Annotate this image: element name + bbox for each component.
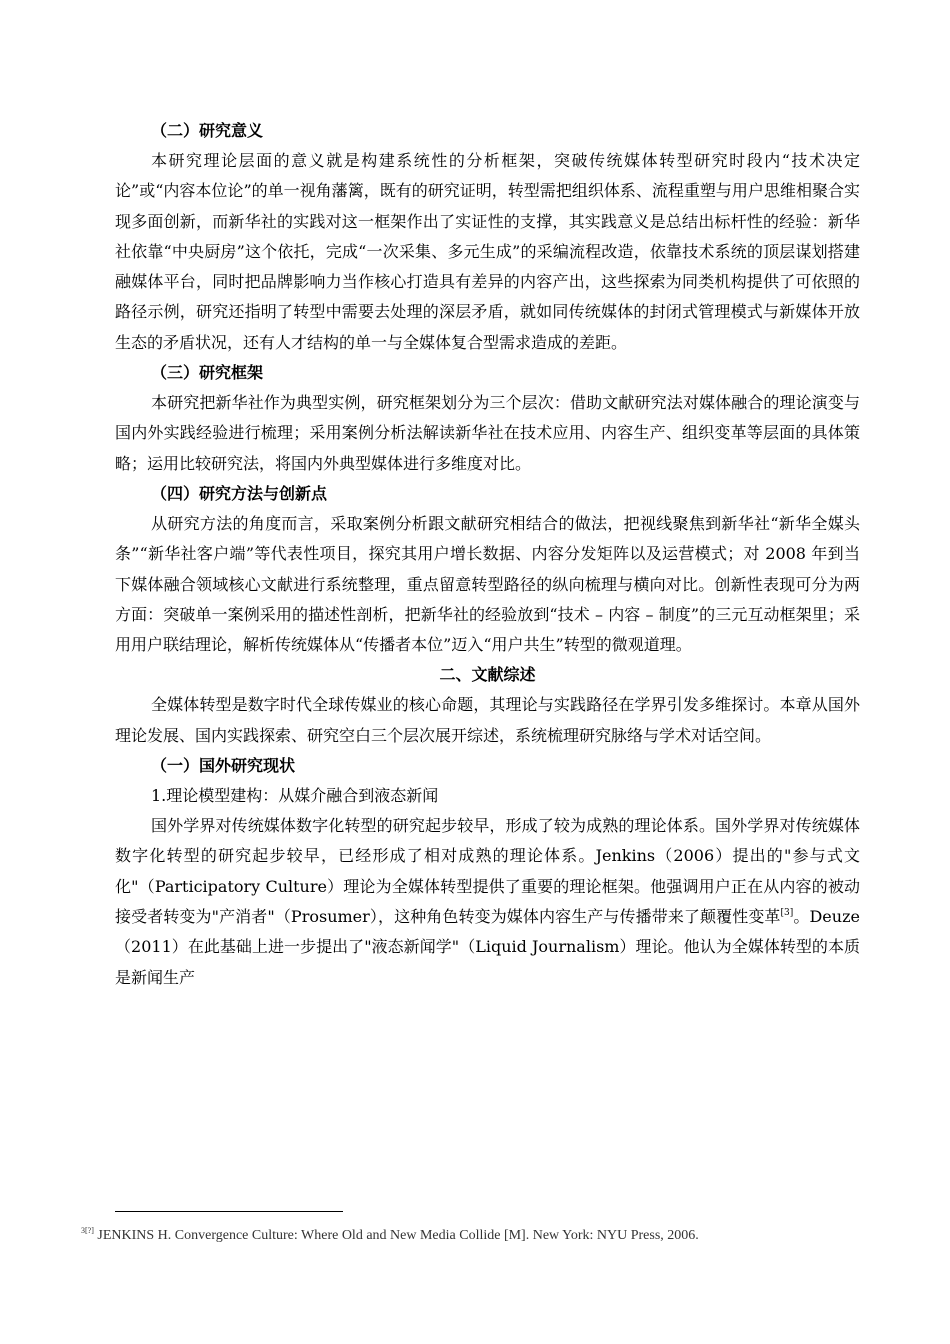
paragraph-research-framework: 本研究把新华社作为典型实例，研究框架划分为三个层次：借助文献研究法对媒体融合的理论演变与国内外实践经验进行梳理；采用案例分析法解读新华社在技术应用、内容生产、组织变革等层面的具体策略；运用比较研究法，将国内外典型媒体进行多维度对比。 — [115, 393, 860, 473]
page-body — [115, 116, 860, 993]
paragraph-research-significance: 本研究理论层面的意义就是构建系统性的分析框架，突破传统媒体转型研究时段内“技术决定论”或“内容本位论”的单一视角藩篱，既有的研究证明，转型需把组织体系、流程重塑与用户思维相聚合实现多面创新，而新华社的实践对这一框架作出了实证性的支撑，其实践意义是总结出标杆性的经验：新华社依靠“中央厨房”这个依托，完成“一次采集、多元生成”的采编流程改造，依靠技术系统的顶层谋划搭建融媒体平台，同时把品牌影响力当作核心打造具有差异的内容产出，这些探索为同类机构提供了可依照的路径示例，研究还指明了转型中需要去处理的深层矛盾，就如同传统媒体的封闭式管理模式与新媒体开放生态的矛盾状况，还有人才结构的单一与全媒体复合型需求造成的差距。 — [115, 151, 860, 352]
footnote-separator — [115, 1211, 343, 1212]
citation-marker[interactable]: [3] — [780, 907, 794, 918]
paragraph-research-methods: 从研究方法的角度而言，采取案例分析跟文献研究相结合的做法，把视线聚焦到新华社“新华全媒头条”“新华社客户端”等代表性项目，探究其用户增长数据、内容分发矩阵以及运营模式；对 2008 年到当下媒体融合领域核心文献进行系统整理，重点留意转型路径的纵向梳理与横向对比。创新性表现可分为两方面：突破单一案例采用的描述性剖析，把新华社的经验放到“技术 – 内容 – 制度”的三元互动框架里；采用用户联结理论，解析传统媒体从“传播者本位”迈入“用户共生”转型的微观道理。 — [115, 513, 860, 655]
heading-foreign-research: （一）国外研究现状 — [151, 756, 296, 776]
paragraph-foreign-research-part2: 。Deuze（2011）在此基础上进一步提出了"液态新闻学"（Liquid Journalism）理论。他认为全媒体转型的本质是新闻生产 — [115, 906, 860, 987]
footnote — [81, 1227, 881, 1245]
heading-research-framework: （三）研究框架 — [151, 363, 264, 383]
paragraph-foreign-research — [115, 811, 860, 993]
heading-research-methods: （四）研究方法与创新点 — [151, 483, 328, 503]
heading-research-significance: （二）研究意义 — [151, 121, 264, 140]
heading-literature-review: 二、文献综述 — [439, 665, 536, 685]
paragraph-foreign-research-part1: 国外学界对传统媒体数字化转型的研究起步较早，形成了较为成熟的理论体系。国外学界对传统媒体数字化转型的研究起步较早，已经形成了相对成熟的理论体系。Jenkins（2006）提出的"参与式文化"（Participatory Culture）理论为全媒体转型提供了重要的理论框架。他强调用户正在从内容的被动接受者转变为"产消者"（Prosumer），这种角色转变为媒体内容生产与传播带来了颠覆性变革 — [115, 816, 860, 926]
footnote-marker: 3[?] — [81, 1226, 94, 1235]
subheading-theory-model: 1.理论模型建构：从媒介融合到液态新闻 — [151, 786, 439, 806]
paragraph-literature-review: 全媒体转型是数字时代全球传媒业的核心命题，其理论与实践路径在学界引发多维探讨。本章从国外理论发展、国内实践探索、研究空白三个层次展开综述，系统梳理研究脉络与学术对话空间。 — [115, 695, 860, 745]
footnote-text: JENKINS H. Convergence Culture: Where Old and New Media Collide [M]. New York: NYU Press, 2006. — [93, 1228, 699, 1243]
